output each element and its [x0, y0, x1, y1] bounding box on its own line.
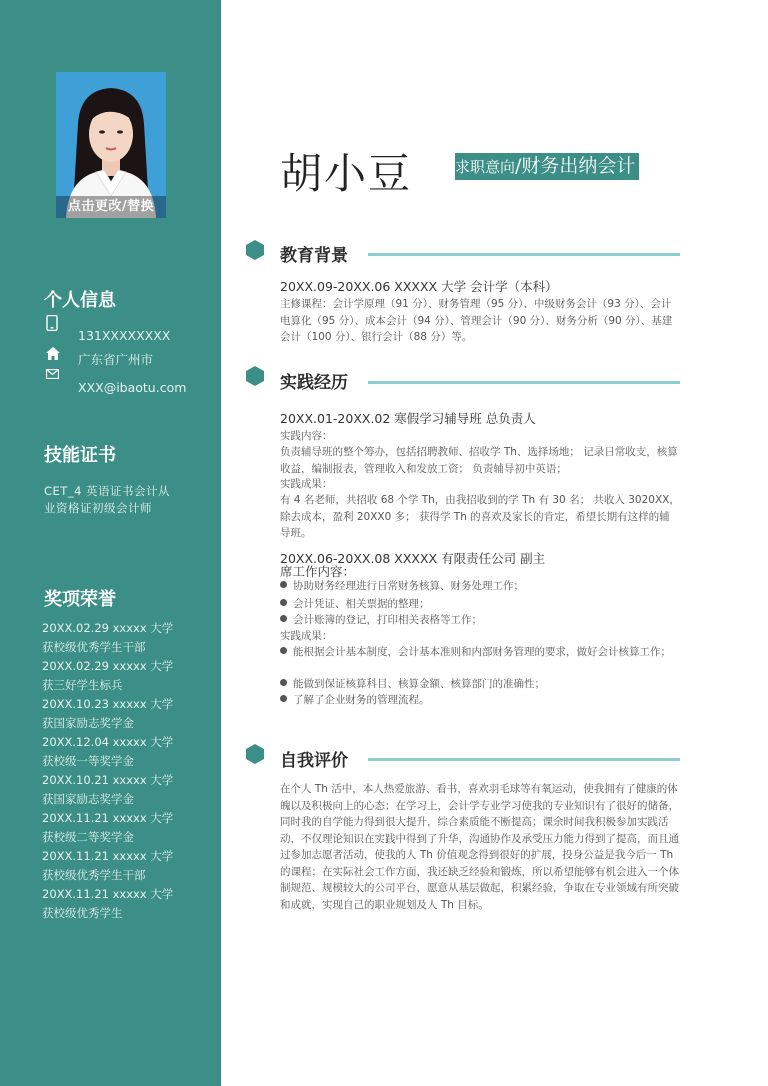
practice-content: 负责辅导班的整个筹办，包括招聘教师、招收学 Th、选择场地； 记录日常收支，核算收益，编制报表，管理收入和发放工资； 负责辅导初中英语；	[280, 446, 678, 475]
section-divider	[368, 758, 680, 761]
job-intent-value: /财务出纳会计	[515, 155, 636, 177]
job-intent-badge	[455, 153, 639, 180]
section-divider	[368, 253, 680, 256]
list-item: 协助财务经理进行日常财务核算、财务处理工作；	[280, 578, 680, 595]
section-divider	[368, 381, 680, 384]
profile-photo[interactable]	[56, 72, 166, 218]
self-evaluation-text: 在个人 Th 活中，本人热爱旅游、看书，喜欢羽毛球等有氧运动，使我拥有了健康的体魄以及积极向上的心态；在学习上，会计学专业学习使我的专业知识有了很好的储备，同时我的自学能力得到很大提升，综合素质能不断提高；课余时间我积极参加实践活动，不仅理论知识在实践中得到了升华，沟通协作及承受压力能力得到了提高，而且通过参加志愿者活动，使我的人 Th 价值观念得到很好的扩展，投身公益是我今后一 Th 的课程；在实际社会工作方面，我还缺乏经验和锻炼，所以希望能够有机会进入一个体制规范、规模较大的公司平台，愿意从基层做起，积累经验，争取在专业领域有所突破和成就，实现自己的职业规划及人 Th 目标。	[280, 783, 679, 911]
skills-text: CET_4 英语证书会计从业资格证初级会计师	[44, 484, 171, 515]
job-intent-label: 求职意向	[455, 158, 516, 176]
hexagon-icon	[245, 744, 265, 764]
award-item: 20XX.11.21 xxxxx 大学 获校级优秀学生干部	[42, 849, 174, 882]
education-courses: 主修课程：会计学原理（91 分）、财务管理（95 分）、中级财务会计（93 分）、会计电算化（95 分）、成本会计（94 分）、管理会计（90 分）、财务分析（90 分）、基建会计（100 分）、银行会计（88 分）等。	[280, 298, 673, 343]
change-photo-caption[interactable]: 点击更改/替换	[56, 196, 166, 218]
practice-content-label: 实践内容：	[280, 430, 333, 442]
practice-result: 有 4 名老师，共招收 68 个学 Th，由我招收到的学 Th 有 30 名； 共收入 3020XX，除去成本，盈利 20XX0 多； 获得学 Th 的喜欢及家长的肯定，希望长期有这样的辅导班。	[280, 494, 680, 539]
award-item: 20XX.02.29 xxxxx 大学 获校级优秀学生干部	[42, 621, 174, 654]
hexagon-icon	[245, 240, 265, 260]
phone-icon	[46, 315, 58, 335]
address: 广东省广州市	[78, 352, 154, 367]
email: XXX@ibaotu.com	[78, 380, 187, 395]
awards-title: 奖项荣誉	[44, 589, 116, 610]
award-item: 20XX.10.21 xxxxx 大学 获国家励志奖学金	[42, 773, 174, 806]
award-item: 20XX.12.04 xxxxx 大学 获校级一等奖学金	[42, 735, 174, 768]
practice-result-label: 实践成果：	[280, 478, 333, 490]
home-icon	[46, 345, 60, 364]
practice-title: 实践经历	[280, 373, 348, 393]
education-entry-head: 20XX.09-20XX.06 XXXXX 大学 会计学（本科）	[280, 279, 558, 294]
award-item: 20XX.02.29 xxxxx 大学 获三好学生标兵	[42, 659, 174, 692]
email-icon	[46, 364, 59, 383]
list-item: 能根据会计基本制度，会计基本准则和内部财务管理的要求，做好会计核算工作；	[280, 644, 680, 661]
skills-title: 技能证书	[44, 445, 116, 466]
practice-entry-2-head-cont: 席工作内容：	[280, 564, 356, 579]
practice-result-label-2: 实践成果：	[280, 630, 333, 642]
personal-info-title: 个人信息	[44, 290, 116, 311]
list-item: 能做到保证核算科目、核算金额、核算部门的准确性；	[280, 676, 680, 693]
award-item: 20XX.10.23 xxxxx 大学 获国家励志奖学金	[42, 697, 174, 730]
phone-number: 131XXXXXXXX	[78, 328, 171, 343]
candidate-name: 胡小豆	[280, 149, 413, 198]
list-item: 会计账簿的登记，打印相关表格等工作；	[280, 612, 680, 629]
award-item: 20XX.11.21 xxxxx 大学 获校级二等奖学金	[42, 811, 174, 844]
list-item: 了解了企业财务的管理流程。	[280, 692, 680, 709]
hexagon-icon	[245, 366, 265, 386]
award-item: 20XX.11.21 xxxxx 大学 获校级优秀学生	[42, 887, 174, 920]
practice-entry-2-head: 20XX.06-20XX.08 XXXXX 有限责任公司 副主	[280, 551, 546, 566]
self-evaluation-title: 自我评价	[280, 751, 348, 771]
practice-entry-1-head: 20XX.01-20XX.02 寒假学习辅导班 总负责人	[280, 411, 536, 426]
sidebar	[0, 0, 221, 1086]
education-title: 教育背景	[280, 246, 348, 266]
list-item: 会计凭证、相关票据的整理；	[280, 596, 680, 613]
